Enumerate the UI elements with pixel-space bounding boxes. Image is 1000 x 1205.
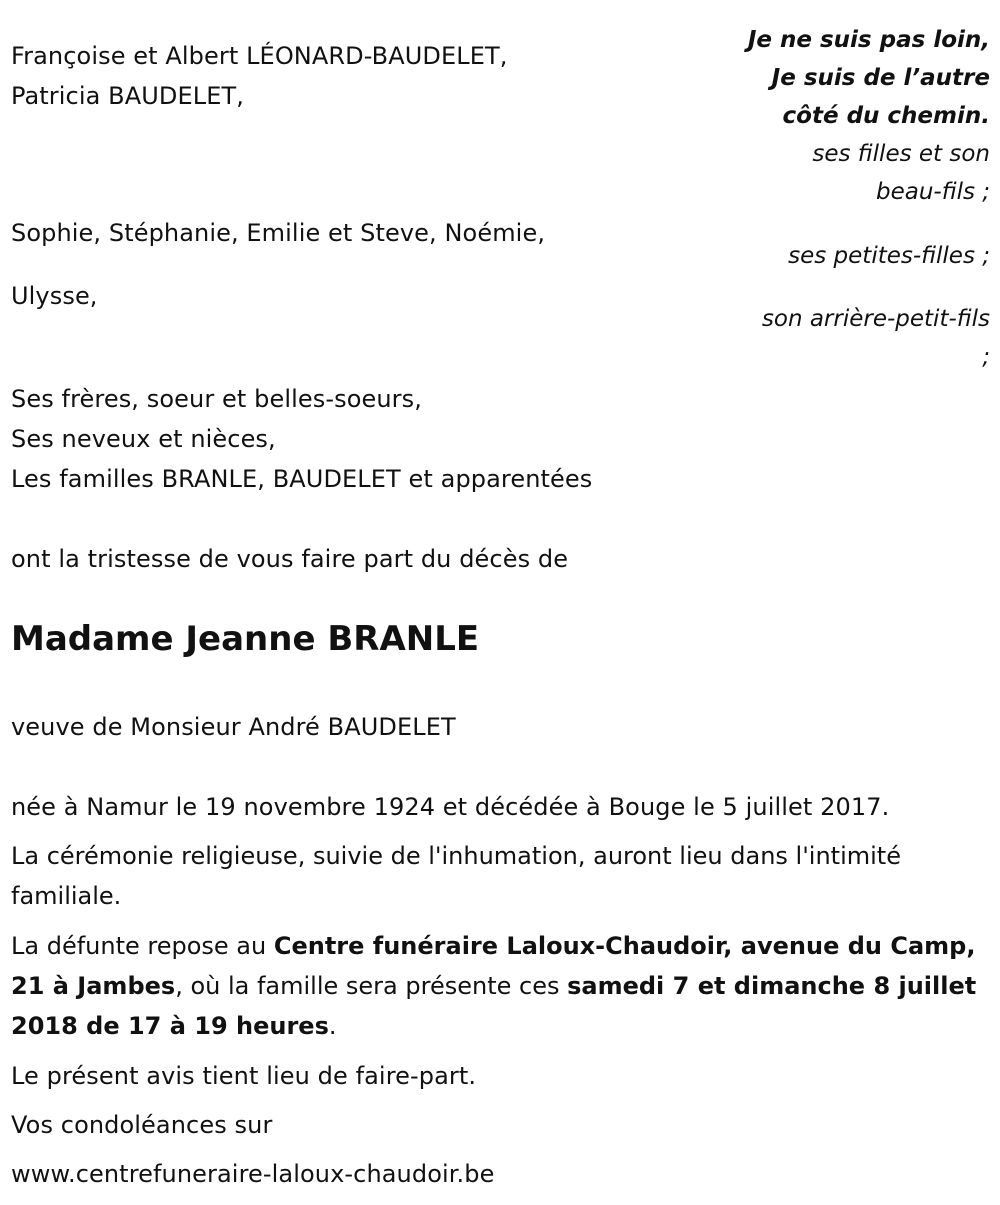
family-grandchildren: Sophie, Stéphanie, Emilie et Steve, Noémie,: [11, 219, 546, 247]
relation-granddaughters: ses petites-filles ;: [788, 243, 990, 269]
relation-daughters-2: beau-fils ;: [875, 179, 990, 205]
family-line-daughter: Françoise et Albert LÉONARD-BAUDELET,: [11, 42, 508, 70]
relation-great-grandson-2: ;: [982, 344, 990, 370]
relation-daughters-1: ses filles et son: [812, 141, 990, 167]
announcement-text: ont la tristesse de vous faire part du décès de: [11, 545, 569, 573]
family-great-grandchild: Ulysse,: [11, 282, 98, 310]
deceased-name: Madame Jeanne BRANLE: [11, 619, 480, 659]
quote-line-3: côté du chemin.: [782, 103, 990, 129]
quote-line-2: Je suis de l’autre: [771, 65, 990, 91]
notice-text: Le présent avis tient lieu de faire-part.: [11, 1062, 477, 1090]
widow-of: veuve de Monsieur André BAUDELET: [11, 713, 456, 741]
family-line-daughter-2: Patricia BAUDELET,: [11, 82, 244, 110]
website-link[interactable]: www.centrefuneraire-laloux-chaudoir.be: [11, 1160, 495, 1188]
family-nephews: Ses neveux et nièces,: [11, 425, 276, 453]
repose-middle: , où la famille sera présente ces: [175, 972, 568, 1000]
family-extended: Les familles BRANLE, BAUDELET et apparentées: [11, 465, 593, 493]
birth-death-dates: née à Namur le 19 novembre 1924 et décédée à Bouge le 5 juillet 2017.: [11, 793, 890, 821]
quote-line-1: Je ne suis pas loin,: [747, 27, 990, 53]
repose-prefix: La défunte repose au: [11, 932, 274, 960]
repose-suffix: .: [328, 1012, 337, 1040]
family-siblings: Ses frères, soeur et belles-soeurs,: [11, 385, 422, 413]
repose-place: Centre funéraire Laloux-Chaudoir, avenue du Camp, 21 à Jambes: [11, 932, 976, 1000]
condolences-text: Vos condoléances sur: [11, 1111, 273, 1139]
repose-dates: samedi 7 et dimanche 8 juillet 2018 de 17 à 19 heures: [11, 972, 977, 1040]
repose-info: [11, 926, 996, 1046]
relation-great-grandson-1: son arrière-petit-fils: [761, 306, 990, 332]
ceremony-info: La cérémonie religieuse, suivie de l'inhumation, auront lieu dans l'intimité familiale.: [11, 842, 901, 910]
